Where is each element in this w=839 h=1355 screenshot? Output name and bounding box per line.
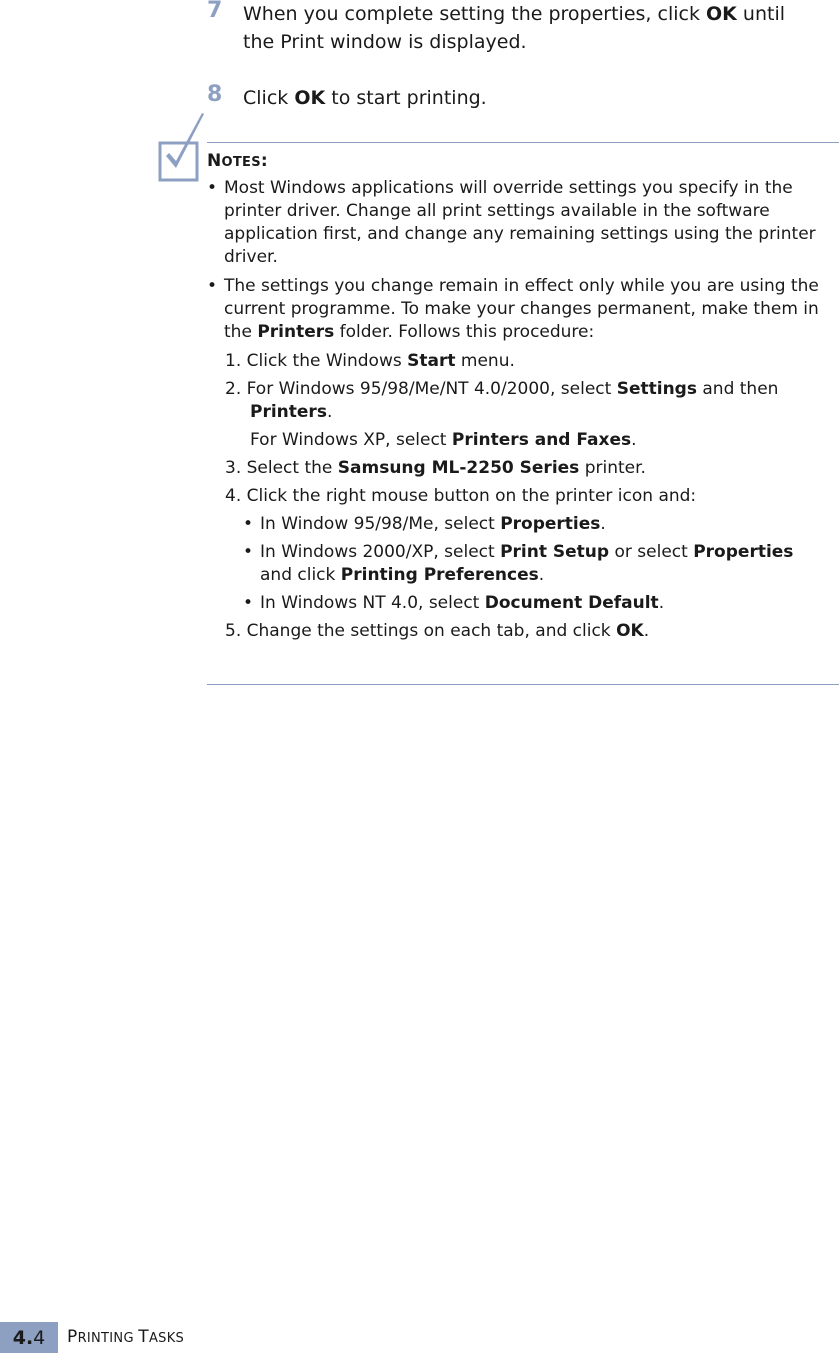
procedure-step: 4. Click the right mouse button on the printer icon and:: [225, 486, 697, 506]
notes-top-rule: [207, 142, 839, 143]
checkmark-box-icon: [158, 112, 208, 184]
step-text: Click OK to start printing.: [243, 87, 487, 109]
page-footer: [0, 1322, 839, 1353]
note-bullet: • The settings you change remain in effect only while you are using the current programme. To make your changes permanent, make them in the Printers folder. Follows this procedure:: [207, 276, 819, 342]
step-number: 8: [207, 82, 223, 107]
note-bullet: • Most Windows applications will override settings you specify in the printer driver. Change all print settings available in the software application first, and change any remaining settings using the printer driver.: [207, 178, 816, 267]
procedure-substep: • In Windows NT 4.0, select Document Default.: [243, 593, 665, 613]
procedure-substep: • In Windows 2000/XP, select Print Setup or select Properties and click Printing Preferences.: [243, 542, 794, 585]
page-number-badge: 4.4: [0, 1322, 58, 1353]
notes-bottom-rule: [207, 684, 839, 685]
notes-box: [207, 150, 827, 648]
section-title: PRINTING TASKS: [67, 1327, 185, 1347]
procedure-step: 5. Change the settings on each tab, and click OK.: [225, 621, 650, 641]
procedure-substep: • In Window 95/98/Me, select Properties.: [243, 514, 606, 534]
procedure-step-xp: For Windows XP, select Printers and Faxes.: [250, 430, 637, 450]
notes-title: NOTES:: [207, 151, 269, 171]
step-text: When you complete setting the properties, click OK until the Print window is displayed.: [243, 3, 786, 53]
procedure-step: 1. Click the Windows Start menu.: [225, 351, 515, 371]
procedure-step: 3. Select the Samsung ML-2250 Series printer.: [225, 458, 646, 478]
step-number: 7: [207, 0, 223, 23]
procedure-step: 2. For Windows 95/98/Me/NT 4.0/2000, select Settings and then Printers.: [225, 379, 779, 422]
